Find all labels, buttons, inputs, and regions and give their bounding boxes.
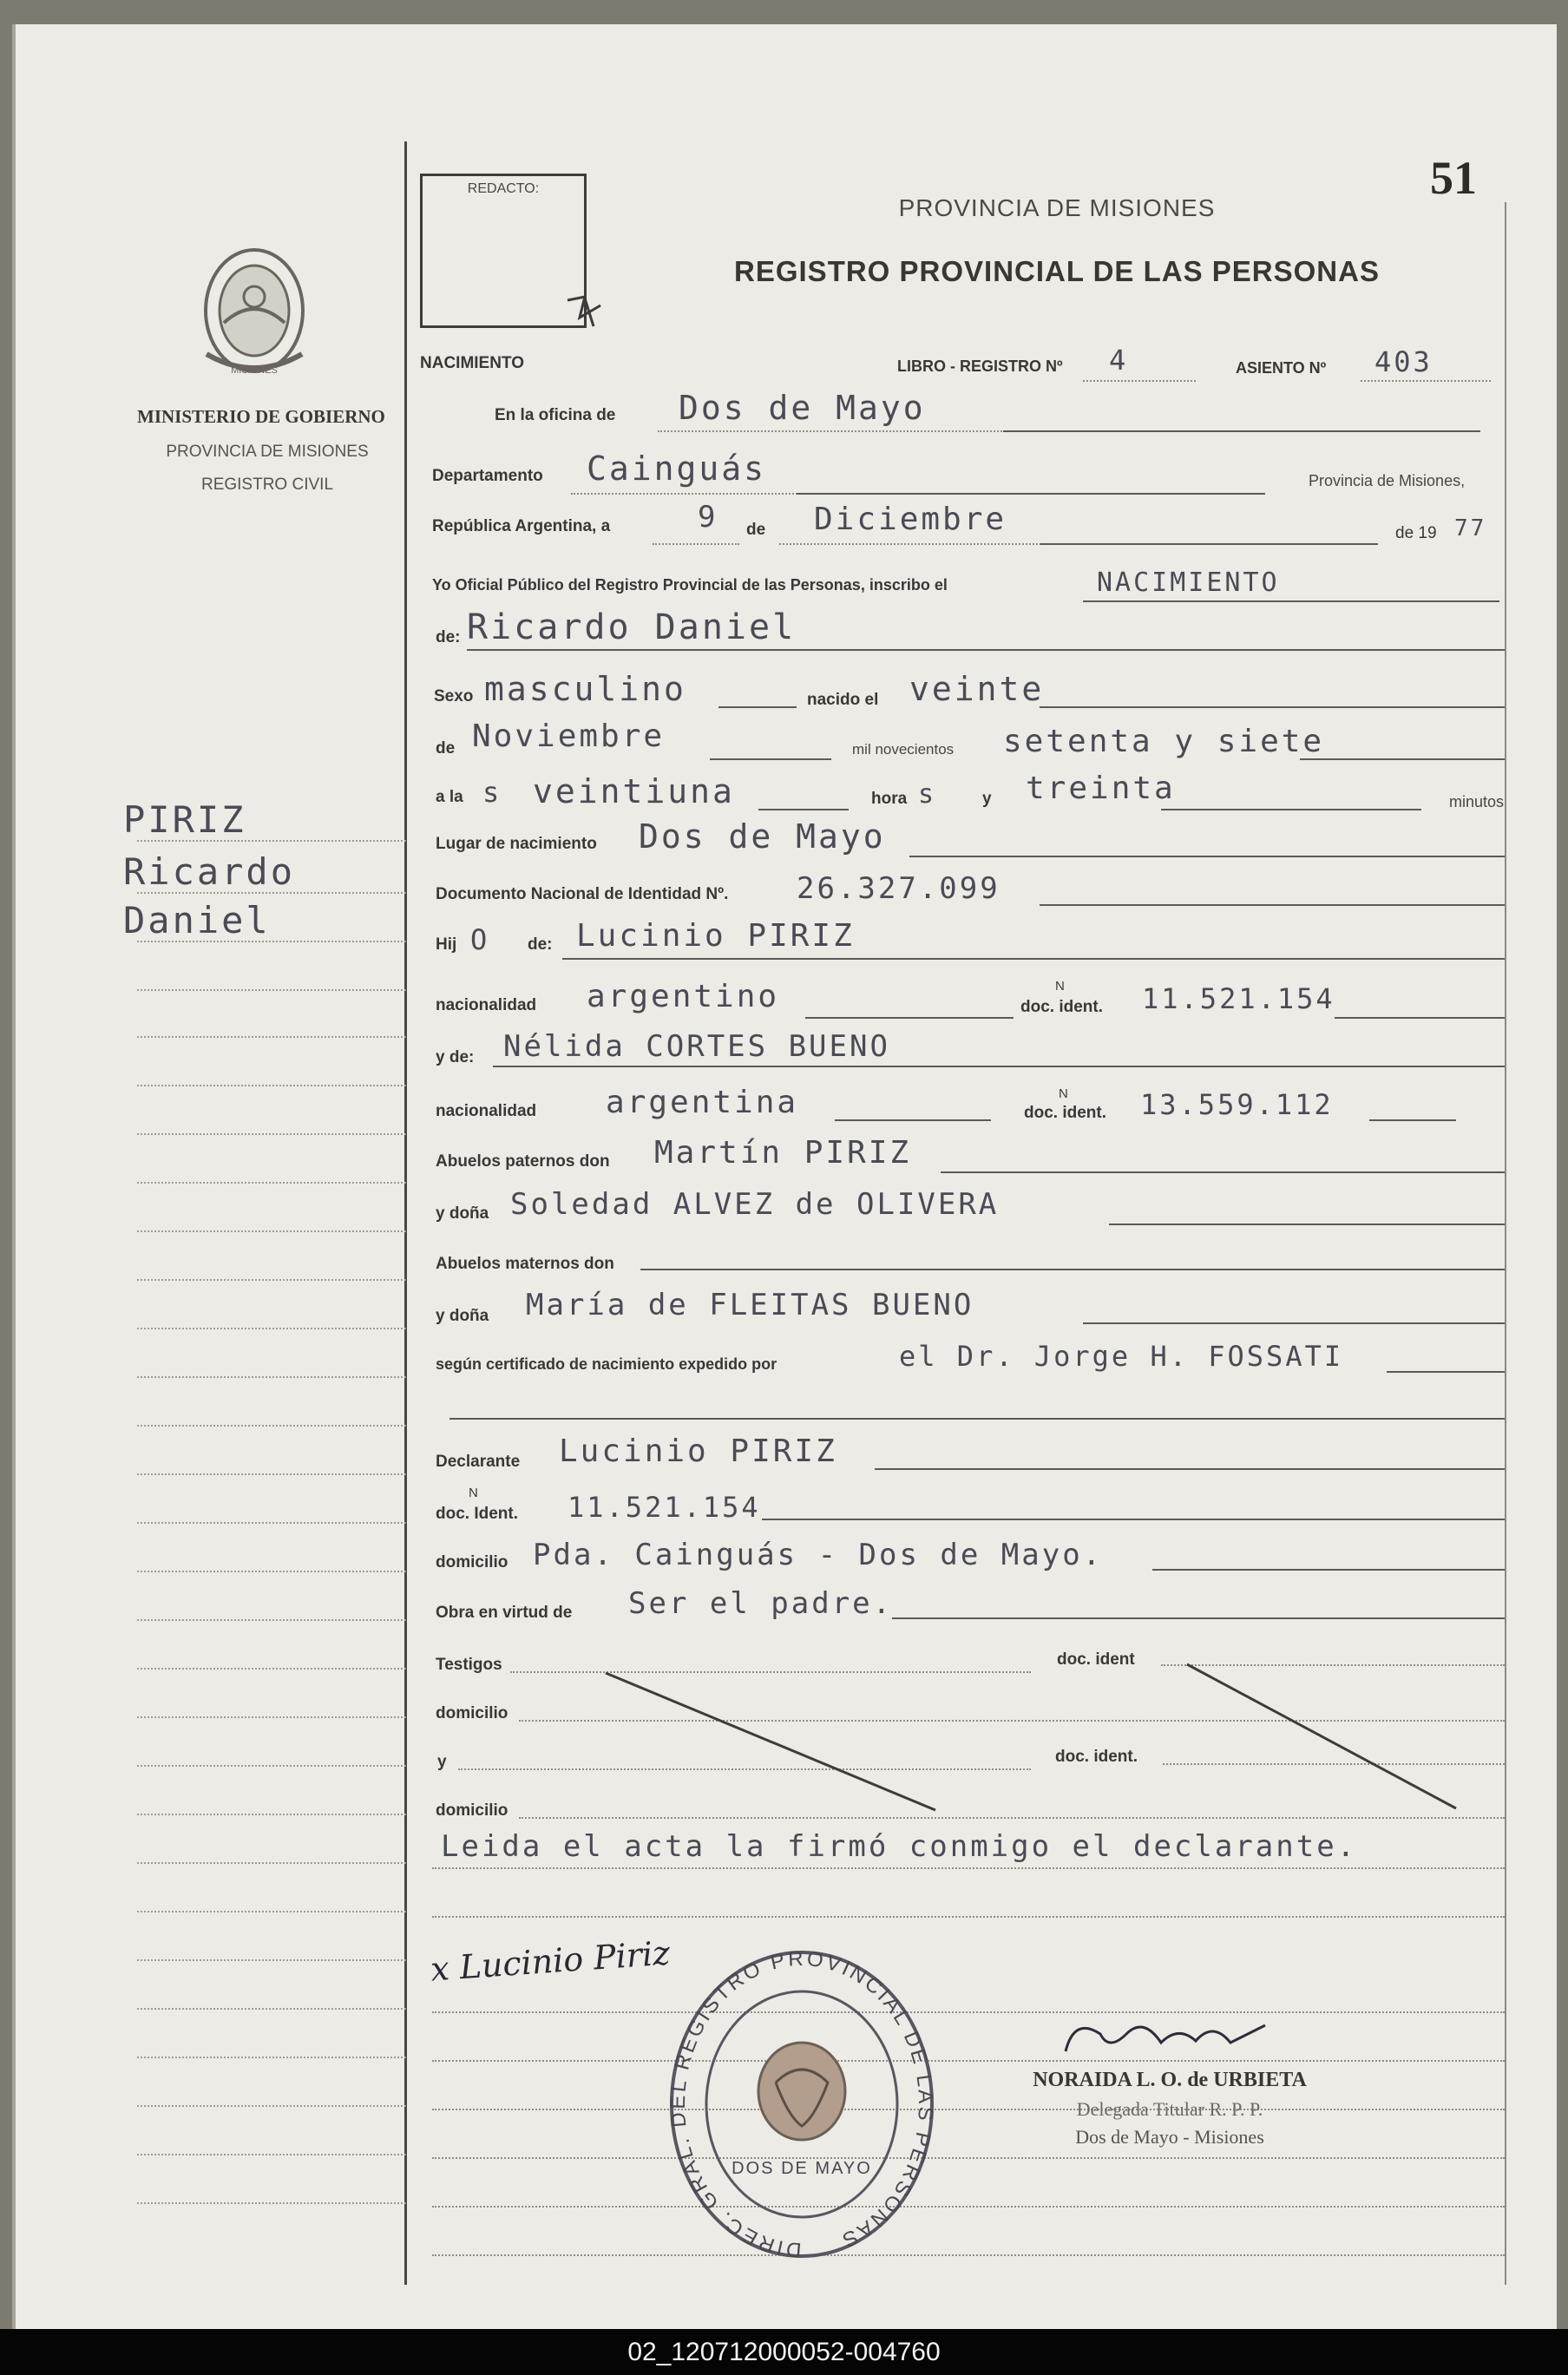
provincia-suffix: Provincia de Misiones, xyxy=(1309,472,1466,489)
ministry-title: MINISTERIO DE GOBIERNO xyxy=(137,406,385,427)
certificado-line-2 xyxy=(449,1418,1505,1420)
oficina-value: Dos de Mayo xyxy=(679,389,926,427)
leida-line xyxy=(432,1867,1505,1869)
dni-label: Documento Nacional de Identidad Nº. xyxy=(436,885,729,903)
lugar-value: Dos de Mayo xyxy=(639,817,886,856)
header-title: REGISTRO PROVINCIAL DE LAS PERSONAS xyxy=(734,255,1380,287)
anio-texto-value: setenta y siete xyxy=(1003,724,1325,759)
asiento-line xyxy=(1361,380,1491,382)
abuelo-pat-line xyxy=(941,1171,1505,1173)
form-left-border xyxy=(404,141,407,2285)
departamento-label: Departamento xyxy=(432,467,543,485)
footer-bar xyxy=(0,2329,1568,2375)
doc-ident-label-5: doc. ident. xyxy=(1055,1748,1138,1766)
margin-line xyxy=(137,1085,406,1086)
decl-doc-value: 11.521.154 xyxy=(567,1491,761,1524)
domicilio-label: domicilio xyxy=(436,1553,508,1571)
official-name: NORAIDA L. O. de URBIETA xyxy=(1033,2069,1307,2091)
padre-nac-line xyxy=(805,1017,1014,1019)
page-number: 51 xyxy=(1430,152,1477,204)
departamento-value: Cainguás xyxy=(587,449,767,488)
margin-line xyxy=(137,1230,406,1232)
madre-doc-value: 13.559.112 xyxy=(1140,1088,1334,1121)
margin-line xyxy=(137,1911,406,1912)
abuela-pat-value: Soledad ALVEZ de OLIVERA xyxy=(510,1187,1000,1222)
dia-line xyxy=(653,543,739,545)
y-dona-label-2: y doña xyxy=(436,1307,489,1325)
margin-line xyxy=(137,1668,406,1670)
hora-line xyxy=(758,809,849,810)
decl-doc-line xyxy=(762,1519,1505,1520)
oficina-label: En la oficina de xyxy=(495,406,616,424)
padre-doc-line xyxy=(1335,1017,1505,1019)
margin-line xyxy=(137,2202,406,2204)
domicilio-value: Pda. Cainguás - Dos de Mayo. xyxy=(533,1538,1104,1572)
padre-doc-value: 11.521.154 xyxy=(1142,982,1335,1015)
margin-line xyxy=(137,1862,406,1864)
ruled-line xyxy=(432,2011,1505,2013)
sexo-value: masculino xyxy=(484,670,686,708)
header-province: PROVINCIA DE MISIONES xyxy=(898,194,1216,221)
leida-value: Leida el acta la firmó conmigo el declarante. xyxy=(441,1829,1358,1864)
lugar-label: Lugar de nacimiento xyxy=(436,835,597,853)
sexo-label: Sexo xyxy=(434,687,474,705)
obra-value: Ser el padre. xyxy=(628,1586,894,1621)
asiento-value: 403 xyxy=(1374,345,1433,378)
minutos-label: minutos xyxy=(1449,793,1505,810)
redacto-label: REDACTO: xyxy=(467,181,540,196)
document-page xyxy=(12,24,1557,2329)
y-label-2: y xyxy=(437,1753,447,1771)
republica-label: República Argentina, a xyxy=(432,517,611,535)
abuela-pat-line xyxy=(1109,1224,1505,1225)
abuelos-pat-label: Abuelos paternos don xyxy=(436,1152,610,1171)
madre-nac-line xyxy=(835,1119,991,1121)
margin-line xyxy=(137,1716,406,1718)
oficina-fill xyxy=(1003,430,1480,432)
a-las-label: a la xyxy=(436,788,463,806)
madre-doc-line xyxy=(1369,1119,1456,1121)
libro-label: LIBRO - REGISTRO Nº xyxy=(897,358,1063,375)
doc-ident-label-2: doc. ident. xyxy=(1024,1104,1106,1122)
nac-mes-value: Noviembre xyxy=(472,718,666,754)
hora-value: veintiuna xyxy=(533,772,735,810)
margin-surname: PIRIZ xyxy=(123,798,246,841)
a-las-suffix: s xyxy=(482,776,502,809)
official-signature-icon xyxy=(1048,2008,1274,2069)
hijo-suffix: O xyxy=(470,923,490,956)
domicilio-label-3: domicilio xyxy=(436,1801,508,1820)
padre-value: Lucinio PIRIZ xyxy=(576,918,855,954)
padre-nac-value: argentino xyxy=(587,979,780,1014)
official-title: Delegada Titular R. P. P. xyxy=(1076,2098,1263,2120)
anio-value: 77 xyxy=(1454,515,1487,541)
nacido-label: nacido el xyxy=(807,691,879,709)
margin-line xyxy=(137,1328,406,1329)
ruled-line xyxy=(432,2254,1505,2256)
dni-line xyxy=(1040,904,1505,906)
mil-label: mil novecientos xyxy=(852,741,955,758)
y-de-label: y de: xyxy=(436,1048,475,1066)
nombre-line xyxy=(467,649,1505,651)
domicilio-label-2: domicilio xyxy=(436,1704,508,1722)
margin-line xyxy=(137,1959,406,1961)
margin-given-name: Ricardo xyxy=(123,850,296,893)
certificado-line xyxy=(1387,1371,1505,1373)
testigos-label: Testigos xyxy=(436,1656,502,1674)
strike-through-icon xyxy=(588,1656,1473,1829)
margin-line xyxy=(137,1473,406,1475)
domicilio-line xyxy=(1152,1569,1505,1571)
asiento-label: ASIENTO Nº xyxy=(1236,359,1327,377)
ruled-line xyxy=(432,2109,1505,2110)
abuelos-mat-label: Abuelos maternos don xyxy=(436,1255,614,1273)
dni-value: 26.327.099 xyxy=(797,871,1001,906)
mes-value: Diciembre xyxy=(814,502,1007,537)
province-subtitle: PROVINCIA DE MISIONES xyxy=(166,443,369,461)
nacionalidad-label: nacionalidad xyxy=(436,996,537,1014)
certificado-label: según certificado de nacimiento expedido por xyxy=(436,1355,777,1373)
libro-line xyxy=(1083,380,1196,382)
stamp-inner-text: DOS DE MAYO xyxy=(732,2159,872,2178)
doc-n-sup-2: N xyxy=(1059,1086,1068,1101)
declarant-signature: x Lucinio Piriz xyxy=(429,1933,672,1989)
margin-line xyxy=(137,1425,406,1427)
departamento-fill xyxy=(797,493,1265,495)
oficial-text: Yo Oficial Público del Registro Provincial de las Personas, inscribo el xyxy=(432,576,948,594)
margin-line xyxy=(137,989,406,991)
madre-nac-value: argentina xyxy=(606,1085,799,1120)
nacido-value: veinte xyxy=(909,670,1045,708)
sexo-line xyxy=(718,706,797,708)
form-right-border xyxy=(1505,202,1506,2285)
official-stamp-icon xyxy=(663,1944,941,2265)
declarante-label: Declarante xyxy=(436,1453,521,1471)
horas-suffix: s xyxy=(918,779,937,810)
nombre-value: Ricardo Daniel xyxy=(467,607,797,647)
mes-fill xyxy=(1040,543,1378,545)
obra-label: Obra en virtud de xyxy=(436,1604,573,1622)
margin-line xyxy=(137,2057,406,2058)
anio-texto-line xyxy=(1300,758,1505,760)
abuelos-mat-line xyxy=(640,1269,1505,1270)
y-label: y xyxy=(982,790,992,808)
ruled-line xyxy=(432,2157,1505,2159)
inscribo-line xyxy=(1083,600,1499,602)
doc-n-sup-3: N xyxy=(469,1486,478,1500)
madre-line xyxy=(493,1066,1505,1067)
margin-line xyxy=(137,1279,406,1281)
margin-line xyxy=(137,2008,406,2010)
dia-value: 9 xyxy=(698,500,718,535)
hijo-de-label: de: xyxy=(528,935,553,954)
margin-line xyxy=(137,1571,406,1572)
de-mes-label: de xyxy=(436,739,456,758)
form-type-label: NACIMIENTO xyxy=(420,354,524,372)
certificado-value: el Dr. Jorge H. FOSSATI xyxy=(899,1340,1344,1373)
minutos-value: treinta xyxy=(1026,771,1176,806)
padre-line xyxy=(562,958,1505,960)
anio-label: de 19 xyxy=(1395,524,1437,542)
de-nombre-label: de: xyxy=(436,628,461,646)
seal-text: MISIONES xyxy=(231,365,278,376)
margin-line xyxy=(137,1036,406,1038)
declarante-line xyxy=(875,1468,1505,1470)
abuela-mat-line xyxy=(1083,1322,1505,1324)
margin-line xyxy=(137,1814,406,1815)
declarante-value: Lucinio PIRIZ xyxy=(559,1434,837,1469)
horas-label: hora xyxy=(871,790,908,808)
nac-mes-line xyxy=(710,758,831,760)
margin-line xyxy=(137,1376,406,1378)
margin-line xyxy=(137,1522,406,1524)
margin-line xyxy=(137,1182,406,1184)
coat-of-arms-icon xyxy=(189,243,319,390)
footer-id: 02_120712000052-004760 xyxy=(627,2338,941,2366)
inscribo-value: NACIMIENTO xyxy=(1097,568,1280,598)
decl-doc-label: doc. Ident. xyxy=(436,1505,518,1523)
official-location: Dos de Mayo - Misiones xyxy=(1075,2126,1264,2148)
margin-line xyxy=(137,1619,406,1621)
doc-ident-label: doc. ident. xyxy=(1020,998,1103,1016)
minutos-line xyxy=(1161,809,1421,810)
ruled-line xyxy=(432,1916,1505,1918)
ruled-line xyxy=(432,2206,1505,2208)
initials-mark-icon xyxy=(562,283,614,335)
abuela-mat-value: María de FLEITAS BUENO xyxy=(526,1288,974,1322)
margin-line xyxy=(137,1765,406,1767)
obra-line xyxy=(892,1617,1505,1619)
margin-line xyxy=(137,2154,406,2155)
margin-line xyxy=(137,2105,406,2107)
y-dona-label: y doña xyxy=(436,1204,489,1223)
abuelo-pat-value: Martín PIRIZ xyxy=(654,1135,912,1171)
stamp-ring-text: DIREC. GRAL. DEL REGISTRO PROVINCIAL DE LAS PERSONAS xyxy=(666,1946,938,2262)
libro-value: 4 xyxy=(1109,344,1129,377)
doc-ident-label-4: doc. ident xyxy=(1057,1650,1135,1669)
margin-line xyxy=(137,1133,406,1135)
lugar-line xyxy=(909,856,1505,857)
doc-n-sup: N xyxy=(1055,979,1065,994)
hijo-label: Hij xyxy=(436,935,457,954)
nacido-line xyxy=(1040,706,1505,708)
registry-subtitle: REGISTRO CIVIL xyxy=(200,476,334,494)
ruled-line xyxy=(432,2060,1505,2062)
margin-middle-name: Daniel xyxy=(123,899,271,941)
nacionalidad-label-2: nacionalidad xyxy=(436,1102,537,1120)
madre-value: Nélida CORTES BUENO xyxy=(503,1029,890,1064)
de-label: de xyxy=(746,521,766,539)
